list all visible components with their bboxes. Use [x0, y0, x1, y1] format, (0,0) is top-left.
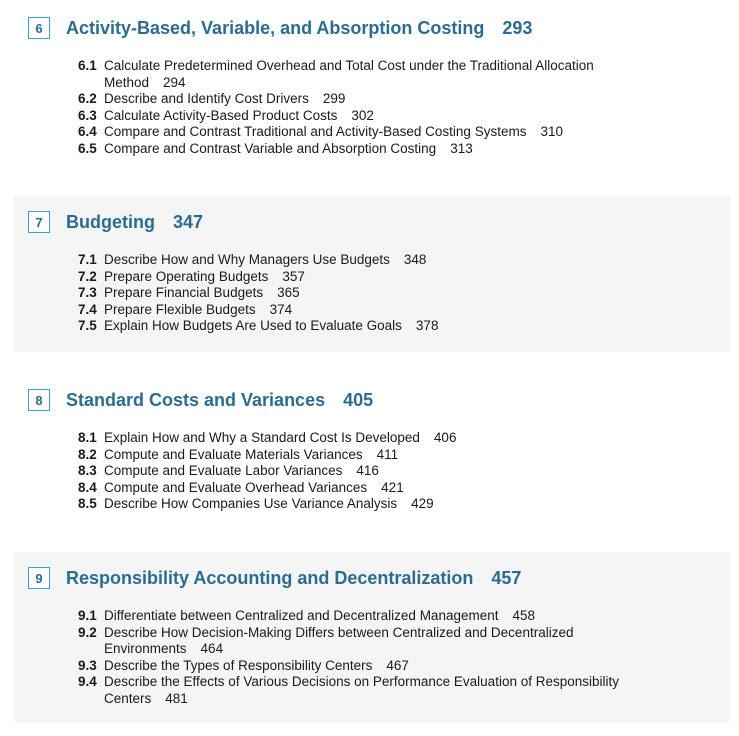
section-item[interactable] — [78, 496, 678, 513]
section-text — [104, 141, 678, 158]
section-text — [104, 625, 678, 658]
chapter-title[interactable]: Activity-Based, Variable, and Absorption Costing — [66, 17, 485, 38]
section-text — [104, 674, 678, 707]
section-item[interactable] — [78, 674, 678, 707]
chapter-number-badge: 6 — [28, 17, 50, 39]
section-list — [78, 58, 678, 157]
section-title: Compute and Evaluate Labor Variances — [104, 463, 343, 478]
section-item[interactable] — [78, 252, 678, 269]
section-number: 9.3 — [78, 657, 97, 673]
section-page: 313 — [450, 140, 473, 156]
section-text — [104, 108, 678, 125]
section-text — [104, 480, 678, 497]
section-item[interactable] — [78, 480, 678, 497]
section-item[interactable] — [78, 124, 678, 141]
section-text — [104, 447, 678, 464]
section-text — [104, 430, 678, 447]
chapter-title[interactable]: Budgeting — [66, 211, 155, 232]
section-number: 8.4 — [78, 479, 97, 495]
chapter-page: 347 — [172, 211, 204, 232]
section-text — [104, 269, 678, 286]
section-item[interactable] — [78, 108, 678, 125]
chapter-heading[interactable] — [28, 17, 532, 39]
section-page: 411 — [376, 446, 399, 462]
section-number: 7.2 — [78, 268, 97, 284]
section-text — [104, 285, 678, 302]
section-title: Compare and Contrast Traditional and Activity-Based Costing Systems — [104, 124, 527, 139]
section-text — [104, 252, 678, 269]
section-title: Compute and Evaluate Materials Variances — [104, 446, 363, 462]
section-number: 9.2 — [78, 624, 97, 640]
chapter-heading[interactable] — [28, 389, 373, 411]
section-list — [78, 252, 678, 335]
section-text — [104, 302, 678, 319]
section-number: 6.2 — [78, 91, 97, 106]
chapter-number-badge: 9 — [28, 567, 50, 589]
chapter-8 — [14, 374, 730, 530]
section-number: 6.1 — [78, 58, 97, 73]
section-list — [78, 430, 678, 513]
section-title: Explain How and Why a Standard Cost Is Developed — [104, 430, 420, 445]
section-number: 8.1 — [78, 430, 97, 445]
section-item[interactable] — [78, 608, 678, 625]
section-title: Explain How Budgets Are Used to Evaluate Goals — [104, 318, 402, 333]
section-item[interactable] — [78, 285, 678, 302]
section-item[interactable] — [78, 658, 678, 675]
section-number: 8.3 — [78, 463, 97, 478]
section-number: 6.5 — [78, 140, 97, 156]
section-item[interactable] — [78, 625, 678, 658]
section-text — [104, 463, 678, 480]
section-page: 302 — [351, 107, 374, 123]
section-page: 294 — [163, 74, 186, 90]
section-title: Describe the Effects of Various Decisions on Performance Evaluation of Responsibility Centers — [104, 674, 620, 706]
section-number: 6.3 — [78, 107, 97, 123]
section-page: 374 — [269, 301, 293, 317]
chapter-heading[interactable] — [28, 567, 521, 589]
section-page: 464 — [200, 641, 224, 656]
section-text — [104, 608, 678, 625]
chapter-6 — [14, 2, 730, 174]
section-page: 467 — [386, 657, 409, 673]
section-page: 458 — [512, 608, 536, 623]
section-item[interactable] — [78, 430, 678, 447]
section-title: Describe and Identify Cost Drivers — [104, 91, 309, 106]
section-title: Calculate Predetermined Overhead and Total Cost under the Traditional Allocation Method — [104, 58, 594, 90]
section-page: 481 — [165, 690, 188, 706]
section-title: Describe How Companies Use Variance Analysis — [104, 496, 398, 511]
section-item[interactable] — [78, 141, 678, 158]
chapter-title[interactable]: Standard Costs and Variances — [66, 389, 326, 410]
section-title: Describe the Types of Responsibility Centers — [104, 657, 373, 673]
section-title: Prepare Financial Budgets — [104, 285, 264, 300]
chapter-9 — [14, 552, 730, 722]
section-number: 7.1 — [78, 252, 97, 267]
section-page: 421 — [381, 479, 404, 495]
section-list — [78, 608, 678, 707]
section-text — [104, 124, 678, 141]
section-page: 365 — [277, 285, 300, 300]
section-title: Describe How Decision-Making Differs between Centralized and Decentralized Environments — [104, 624, 574, 656]
section-page: 429 — [411, 496, 434, 511]
section-title: Compare and Contrast Variable and Absorption Costing — [104, 140, 437, 156]
section-number: 8.2 — [78, 446, 97, 462]
chapter-page: 293 — [502, 17, 533, 38]
section-number: 6.4 — [78, 124, 97, 139]
section-number: 7.3 — [78, 285, 97, 300]
chapter-page: 457 — [491, 567, 522, 588]
section-title: Calculate Activity-Based Product Costs — [104, 107, 338, 123]
section-page: 299 — [322, 91, 346, 106]
section-number: 7.5 — [78, 318, 97, 333]
section-item[interactable] — [78, 447, 678, 464]
section-number: 9.4 — [78, 674, 97, 689]
section-text — [104, 58, 678, 91]
section-item[interactable] — [78, 302, 678, 319]
section-page: 357 — [282, 268, 305, 284]
section-page: 416 — [356, 463, 379, 478]
section-title: Differentiate between Centralized and Decentralized Management — [104, 608, 499, 623]
chapter-heading[interactable] — [28, 211, 203, 233]
section-page: 378 — [415, 318, 439, 333]
section-title: Prepare Operating Budgets — [104, 268, 269, 284]
section-number: 8.5 — [78, 496, 97, 511]
section-item[interactable] — [78, 58, 678, 91]
section-title: Describe How and Why Managers Use Budgets — [104, 252, 390, 267]
section-text — [104, 91, 678, 108]
section-title: Compute and Evaluate Overhead Variances — [104, 479, 368, 495]
chapter-7 — [14, 196, 730, 352]
section-item[interactable] — [78, 463, 678, 480]
section-item[interactable] — [78, 91, 678, 108]
section-page: 348 — [403, 252, 427, 267]
section-page: 406 — [433, 430, 457, 445]
section-text — [104, 496, 678, 513]
section-item[interactable] — [78, 269, 678, 286]
section-item[interactable] — [78, 318, 678, 335]
section-text — [104, 658, 678, 675]
section-title: Prepare Flexible Budgets — [104, 301, 256, 317]
chapter-number-badge: 8 — [28, 389, 50, 411]
section-number: 7.4 — [78, 301, 97, 317]
section-text — [104, 318, 678, 335]
section-number: 9.1 — [78, 608, 97, 623]
chapter-page: 405 — [343, 389, 374, 410]
section-page: 310 — [540, 124, 563, 139]
chapter-title[interactable]: Responsibility Accounting and Decentralization — [66, 567, 474, 588]
chapter-number-badge: 7 — [28, 211, 50, 233]
